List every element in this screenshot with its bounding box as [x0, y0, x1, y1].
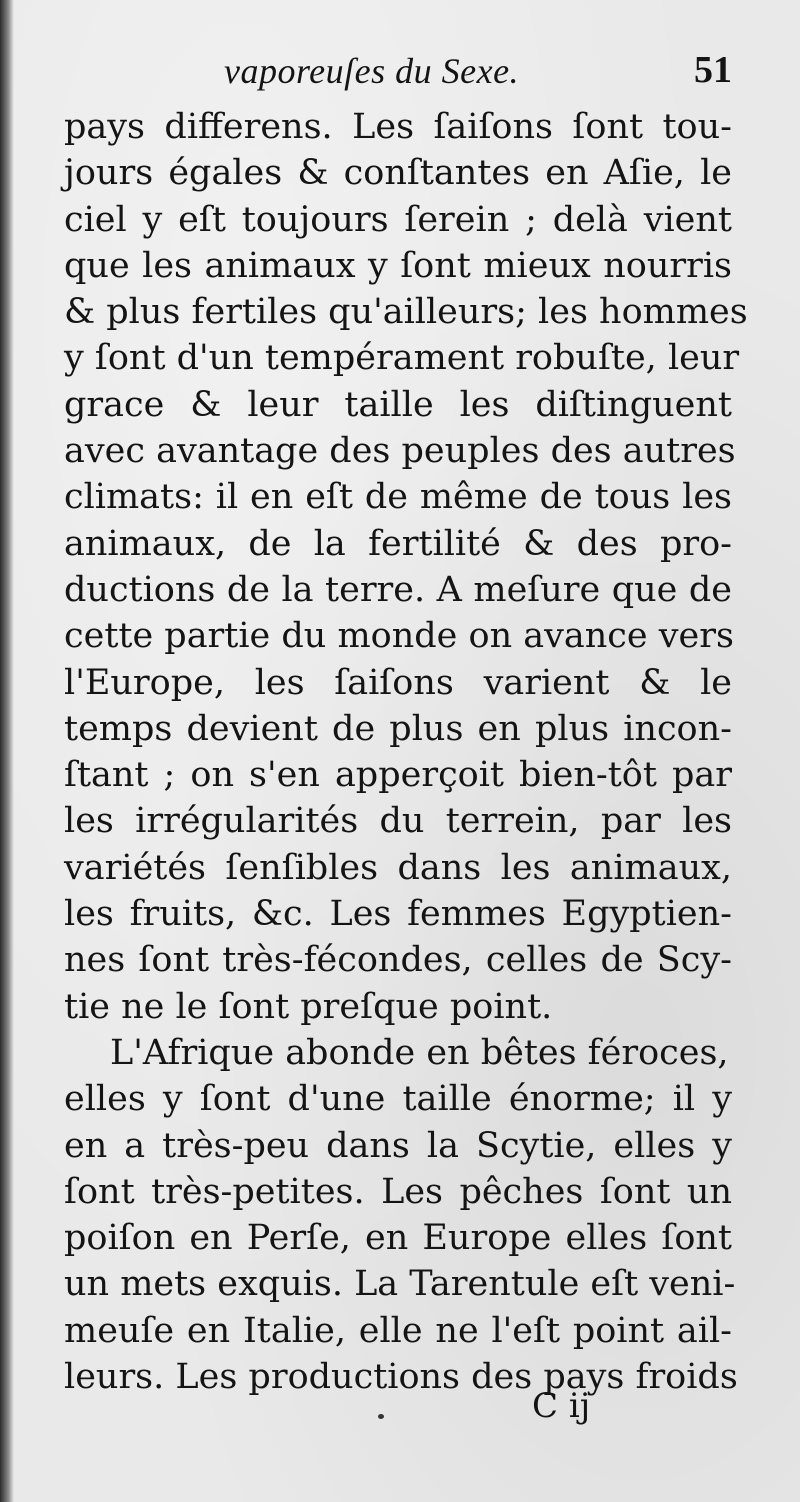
text-line: l'Europe, les ſaiſons varient & le: [64, 662, 732, 703]
text-line: les fruits, &c. Les femmes Egyptien-: [64, 894, 732, 935]
text-line: avec avantage des peuples des autres: [64, 431, 736, 472]
text-line: nes ſont très-fécondes, celles de Scy-: [64, 940, 732, 981]
ink-fleck: [378, 1414, 384, 1419]
text-line: pays differens. Les ſaiſons ſont tou-: [64, 107, 732, 147]
text-line: y ſont d'un tempérament robuſte, leur: [64, 338, 740, 379]
text-line: que les animaux y ſont mieux nourris: [64, 245, 732, 286]
text-line: leurs. Les productions des pays froids: [64, 1357, 738, 1398]
text-line: L'Afrique abonde en bêtes féroces,: [110, 1032, 729, 1073]
text-line: ductions de la terre. A meſure que de: [64, 569, 732, 610]
signature-mark: C ij: [532, 1386, 591, 1426]
paragraph-2: [64, 1030, 738, 1400]
text-line: animaux, de la fertilité & des pro-: [64, 523, 732, 564]
text-line: & plus fertiles qu'ailleurs; les hommes: [64, 292, 748, 333]
text-line: les irrégularités du terrein, par les: [64, 801, 732, 842]
text-line: ſtant ; on s'en apperçoit bien-tôt par: [64, 755, 732, 796]
text-line: temps devient de plus en plus incon-: [64, 708, 732, 749]
text-line: cette partie du monde on avance vers: [64, 616, 734, 657]
text-line: jours égales & conſtantes en Aſie, le: [64, 153, 732, 194]
text-line: climats: il en eſt de même de tous les: [64, 477, 732, 518]
text-line: elles y ſont d'une taille énorme; il y: [64, 1079, 732, 1120]
text-line: en a très-peu dans la Scytie, elles y: [64, 1125, 732, 1166]
text-line: ſont très-petites. Les pêches ſont un: [64, 1171, 732, 1212]
running-head: [64, 48, 732, 104]
text-line: poiſon en Perſe, en Europe elles ſont: [64, 1218, 732, 1259]
text-line: un mets exquis. La Tarentule eſt veni-: [64, 1264, 736, 1305]
text-line: meuſe en Italie, elle ne l'eſt point ail-: [64, 1310, 732, 1351]
text-line: tie ne le ſont preſque point.: [64, 986, 553, 1027]
text-line: variétés ſenſibles dans les animaux,: [64, 847, 732, 888]
paragraph-1: [64, 104, 748, 1030]
binding-shadow: [0, 0, 14, 1502]
text-line: grace & leur taille les diſtinguent: [64, 384, 732, 425]
text-line: ciel y eſt toujours ſerein ; delà vient: [64, 199, 732, 240]
text-block: [64, 48, 748, 1400]
page-number: 51: [694, 49, 732, 91]
running-title: vaporeuſes du Sexe.: [224, 51, 520, 91]
